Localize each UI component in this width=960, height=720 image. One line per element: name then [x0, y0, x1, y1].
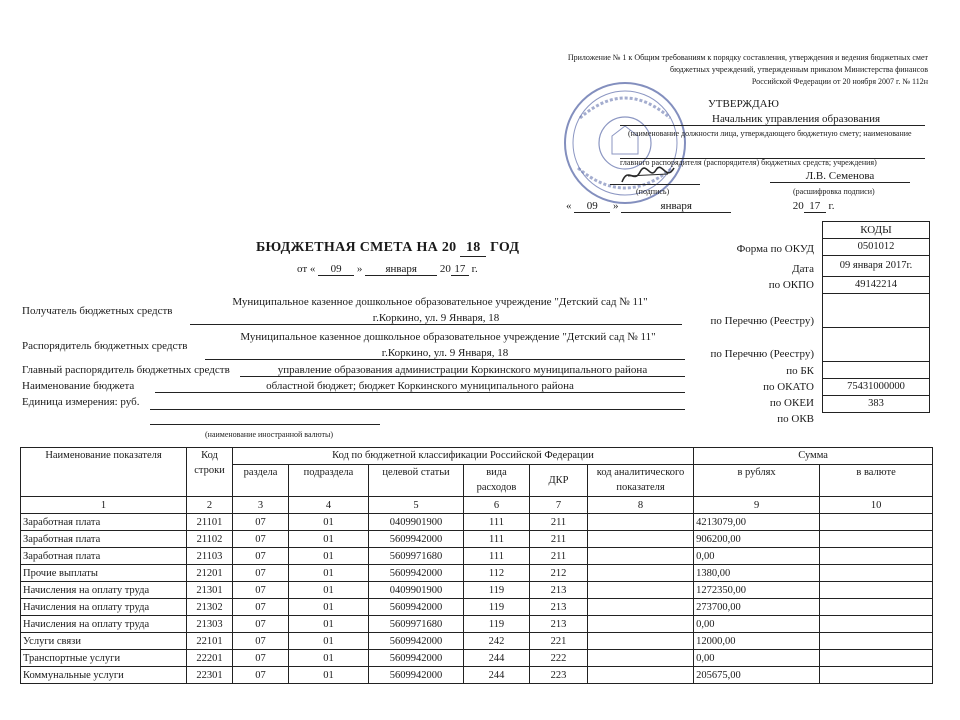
cell-dkr: 212	[530, 565, 588, 582]
cell-an	[588, 650, 694, 667]
cell-an	[588, 565, 694, 582]
cell-dkr: 213	[530, 599, 588, 616]
approve-heading: УТВЕРЖДАЮ	[708, 98, 779, 110]
cell-code: 22201	[187, 650, 233, 667]
cell-name: Начисления на оплату труда	[21, 616, 187, 633]
cell-an	[588, 616, 694, 633]
budget-name-label: Наименование бюджета	[22, 380, 135, 392]
cell-dkr: 213	[530, 582, 588, 599]
cell-code: 21201	[187, 565, 233, 582]
cell-rub: 906200,00	[694, 531, 820, 548]
cell-dkr: 223	[530, 667, 588, 684]
col-expense-type-header: вида расходов	[464, 465, 530, 497]
approval-year-prefix: 20	[792, 200, 804, 212]
cell-cur	[820, 667, 933, 684]
col-number: 1	[21, 497, 187, 514]
title-prefix: БЮДЖЕТНАЯ СМЕТА НА 20	[256, 240, 457, 255]
budget-table	[20, 447, 933, 684]
unit-line	[150, 395, 685, 410]
cell-cur	[820, 599, 933, 616]
code-okv-label: по ОКВ	[777, 413, 814, 425]
cell-dkr: 211	[530, 514, 588, 531]
cell-rub: 4213079,00	[694, 514, 820, 531]
code-okpo-label: по ОКПО	[768, 279, 814, 291]
cell-sec: 07	[233, 565, 289, 582]
col-number: 5	[369, 497, 464, 514]
cell-sub: 01	[289, 565, 369, 582]
approver-name: Л.В. Семенова	[770, 170, 910, 183]
currency-line	[150, 412, 380, 425]
col-code-header: Код строки	[187, 448, 233, 497]
recipient-value-2: г.Коркино, ул. 9 Января, 18	[190, 312, 682, 325]
approval-year-suffix: г.	[828, 200, 835, 212]
cell-cur	[820, 565, 933, 582]
col-currency-header: в валюте	[820, 465, 933, 497]
col-target-header: целевой статьи	[369, 465, 464, 497]
official-seal	[560, 78, 690, 208]
col-rub-header: в рублях	[694, 465, 820, 497]
currency-caption: (наименование иностранной валюты)	[205, 430, 333, 439]
cell-target: 0409901900	[369, 514, 464, 531]
cell-target: 5609942000	[369, 633, 464, 650]
approval-date	[566, 200, 835, 213]
cell-target: 5609942000	[369, 565, 464, 582]
col-analytic-header: код аналитического показателя	[588, 465, 694, 497]
cell-dkr: 221	[530, 633, 588, 650]
col-sum-header: Сумма	[694, 448, 933, 465]
code-okei-label: по ОКЕИ	[769, 397, 814, 409]
cell-an	[588, 514, 694, 531]
cell-code: 21301	[187, 582, 233, 599]
cell-sub: 01	[289, 599, 369, 616]
title-year-suffix: г.	[471, 263, 478, 275]
cell-vr: 111	[464, 531, 530, 548]
code-bk-value	[822, 362, 930, 379]
code-okud-value: 0501012	[822, 239, 930, 256]
cell-target: 5609942000	[369, 667, 464, 684]
cell-an	[588, 531, 694, 548]
cell-name: Услуги связи	[21, 633, 187, 650]
cell-target: 5609942000	[369, 599, 464, 616]
col-number: 7	[530, 497, 588, 514]
title-month: января	[365, 263, 437, 276]
table-row	[21, 599, 933, 616]
cell-name: Коммунальные услуги	[21, 667, 187, 684]
chief-manager-label: Главный распорядитель бюджетных средств	[22, 364, 230, 376]
code-okpo-value: 49142214	[822, 277, 930, 294]
cell-sec: 07	[233, 514, 289, 531]
cell-sub: 01	[289, 531, 369, 548]
table-row	[21, 531, 933, 548]
code-okato-label: по ОКАТО	[763, 381, 814, 393]
cell-sub: 01	[289, 514, 369, 531]
cell-code: 22101	[187, 633, 233, 650]
cell-dkr: 211	[530, 531, 588, 548]
recipient-label: Получатель бюджетных средств	[22, 305, 173, 317]
cell-vr: 112	[464, 565, 530, 582]
title-year: 18	[460, 240, 486, 257]
cell-name: Заработная плата	[21, 514, 187, 531]
cell-cur	[820, 514, 933, 531]
cell-vr: 119	[464, 582, 530, 599]
table-row	[21, 514, 933, 531]
cell-rub: 1272350,00	[694, 582, 820, 599]
cell-vr: 111	[464, 514, 530, 531]
cell-code: 21302	[187, 599, 233, 616]
code-date-value: 09 января 2017г.	[822, 256, 930, 277]
cell-vr: 242	[464, 633, 530, 650]
code-register-label-1: по Перечню (Реестру)	[710, 315, 814, 327]
cell-code: 21303	[187, 616, 233, 633]
recipient-value-1: Муниципальное казенное дошкольное образовательное учреждение "Детский сад № 11"	[232, 296, 648, 308]
chief-manager-value: управление образования администрации Коркинского муниципального района	[240, 364, 685, 377]
cell-rub: 12000,00	[694, 633, 820, 650]
date-open-quote: «	[566, 200, 572, 212]
cell-sec: 07	[233, 548, 289, 565]
appendix-line-2: бюджетных учреждений, утвержденным приказом Министерства финансов	[670, 65, 928, 74]
cell-code: 21101	[187, 514, 233, 531]
page-title	[256, 240, 519, 257]
cell-target: 5609971680	[369, 548, 464, 565]
col-number: 9	[694, 497, 820, 514]
cell-target: 5609942000	[369, 650, 464, 667]
cell-target: 5609971680	[369, 616, 464, 633]
cell-vr: 111	[464, 548, 530, 565]
code-okato-value: 75431000000	[822, 379, 930, 396]
appendix-line-1: Приложение № 1 к Общим требованиям к порядку составления, утверждения и ведения бюджетных смет	[567, 53, 928, 62]
cell-vr: 119	[464, 599, 530, 616]
table-row	[21, 582, 933, 599]
budget-name-value: областной бюджет; бюджет Коркинского муниципального района	[155, 380, 685, 393]
col-number: 4	[289, 497, 369, 514]
title-year-prefix: 20	[439, 263, 451, 275]
cell-vr: 244	[464, 650, 530, 667]
cell-rub: 205675,00	[694, 667, 820, 684]
col-section-header: раздела	[233, 465, 289, 497]
cell-an	[588, 548, 694, 565]
cell-rub: 0,00	[694, 650, 820, 667]
cell-cur	[820, 650, 933, 667]
cell-sec: 07	[233, 633, 289, 650]
cell-sub: 01	[289, 667, 369, 684]
cell-cur	[820, 531, 933, 548]
cell-sub: 01	[289, 616, 369, 633]
cell-rub: 273700,00	[694, 599, 820, 616]
codes-header: КОДЫ	[822, 221, 930, 239]
approver-position: Начальник управления образования	[620, 113, 925, 126]
appendix-line-3: Российской Федерации от 20 ноября 2007 г. № 112н	[751, 77, 928, 86]
title-date	[297, 263, 478, 276]
table-row	[21, 548, 933, 565]
cell-dkr: 213	[530, 616, 588, 633]
cell-sec: 07	[233, 599, 289, 616]
approver-position-caption: (наименование должности лица, утверждающего бюджетную смету; наименование	[628, 129, 912, 138]
cell-sec: 07	[233, 531, 289, 548]
cell-name: Начисления на оплату труда	[21, 599, 187, 616]
col-number: 8	[588, 497, 694, 514]
cell-cur	[820, 633, 933, 650]
manager-value-1: Муниципальное казенное дошкольное образовательное учреждение "Детский сад № 11"	[240, 331, 656, 343]
cell-vr: 244	[464, 667, 530, 684]
manager-value-2: г.Коркино, ул. 9 Января, 18	[205, 347, 685, 360]
table-row	[21, 565, 933, 582]
cell-cur	[820, 548, 933, 565]
code-date-label: Дата	[792, 263, 814, 275]
cell-name: Транспортные услуги	[21, 650, 187, 667]
table-row	[21, 650, 933, 667]
cell-sec: 07	[233, 616, 289, 633]
col-number: 3	[233, 497, 289, 514]
col-number: 10	[820, 497, 933, 514]
approval-day: 09	[574, 200, 610, 213]
col-dkr-header: ДКР	[530, 465, 588, 497]
table-row	[21, 616, 933, 633]
cell-sec: 07	[233, 650, 289, 667]
col-number: 2	[187, 497, 233, 514]
cell-an	[588, 582, 694, 599]
cell-target: 0409901900	[369, 582, 464, 599]
cell-sec: 07	[233, 582, 289, 599]
title-year2: 17	[451, 263, 469, 276]
col-number: 6	[464, 497, 530, 514]
title-date-close: »	[356, 263, 363, 275]
cell-an	[588, 633, 694, 650]
col-classification-header: Код по бюджетной классификации Российской Федерации	[233, 448, 694, 465]
unit-label: Единица измерения: руб.	[22, 396, 140, 408]
cell-an	[588, 599, 694, 616]
approval-year: 17	[804, 200, 826, 213]
cell-name: Начисления на оплату труда	[21, 582, 187, 599]
cell-an	[588, 667, 694, 684]
cell-cur	[820, 582, 933, 599]
column-number-row	[21, 497, 933, 514]
cell-code: 21102	[187, 531, 233, 548]
col-name-header: Наименование показателя	[21, 448, 187, 497]
manager-label: Распорядитель бюджетных средств	[22, 340, 188, 352]
approver-org-caption: главного распорядителя (распорядителя) бюджетных средств; учреждения)	[620, 158, 877, 167]
table-row	[21, 633, 933, 650]
cell-rub: 0,00	[694, 548, 820, 565]
cell-rub: 1380,00	[694, 565, 820, 582]
cell-cur	[820, 616, 933, 633]
code-okv-value	[822, 413, 930, 430]
title-day: 09	[318, 263, 354, 276]
code-blank-1	[822, 294, 930, 328]
code-register-label-2: по Перечню (Реестру)	[710, 348, 814, 360]
cell-name: Прочие выплаты	[21, 565, 187, 582]
cell-dkr: 211	[530, 548, 588, 565]
cell-sub: 01	[289, 633, 369, 650]
approval-month: января	[621, 200, 731, 213]
signature-line	[610, 184, 700, 185]
code-okud-label: Форма по ОКУД	[736, 243, 814, 255]
cell-code: 21103	[187, 548, 233, 565]
cell-rub: 0,00	[694, 616, 820, 633]
cell-dkr: 222	[530, 650, 588, 667]
col-subsection-header: подраздела	[289, 465, 369, 497]
cell-vr: 119	[464, 616, 530, 633]
cell-sub: 01	[289, 582, 369, 599]
date-close-quote: »	[613, 200, 619, 212]
cell-target: 5609942000	[369, 531, 464, 548]
code-register-1-value	[822, 328, 930, 362]
title-date-from: от «	[297, 263, 316, 275]
code-okei-value: 383	[822, 396, 930, 413]
cell-code: 22301	[187, 667, 233, 684]
name-caption: (расшифровка подписи)	[793, 187, 875, 196]
title-suffix: ГОД	[490, 240, 520, 255]
table-row	[21, 667, 933, 684]
cell-name: Заработная плата	[21, 548, 187, 565]
code-bk-label: по БК	[786, 365, 814, 377]
signature-caption: (подпись)	[636, 187, 670, 196]
cell-name: Заработная плата	[21, 531, 187, 548]
cell-sec: 07	[233, 667, 289, 684]
cell-sub: 01	[289, 548, 369, 565]
cell-sub: 01	[289, 650, 369, 667]
